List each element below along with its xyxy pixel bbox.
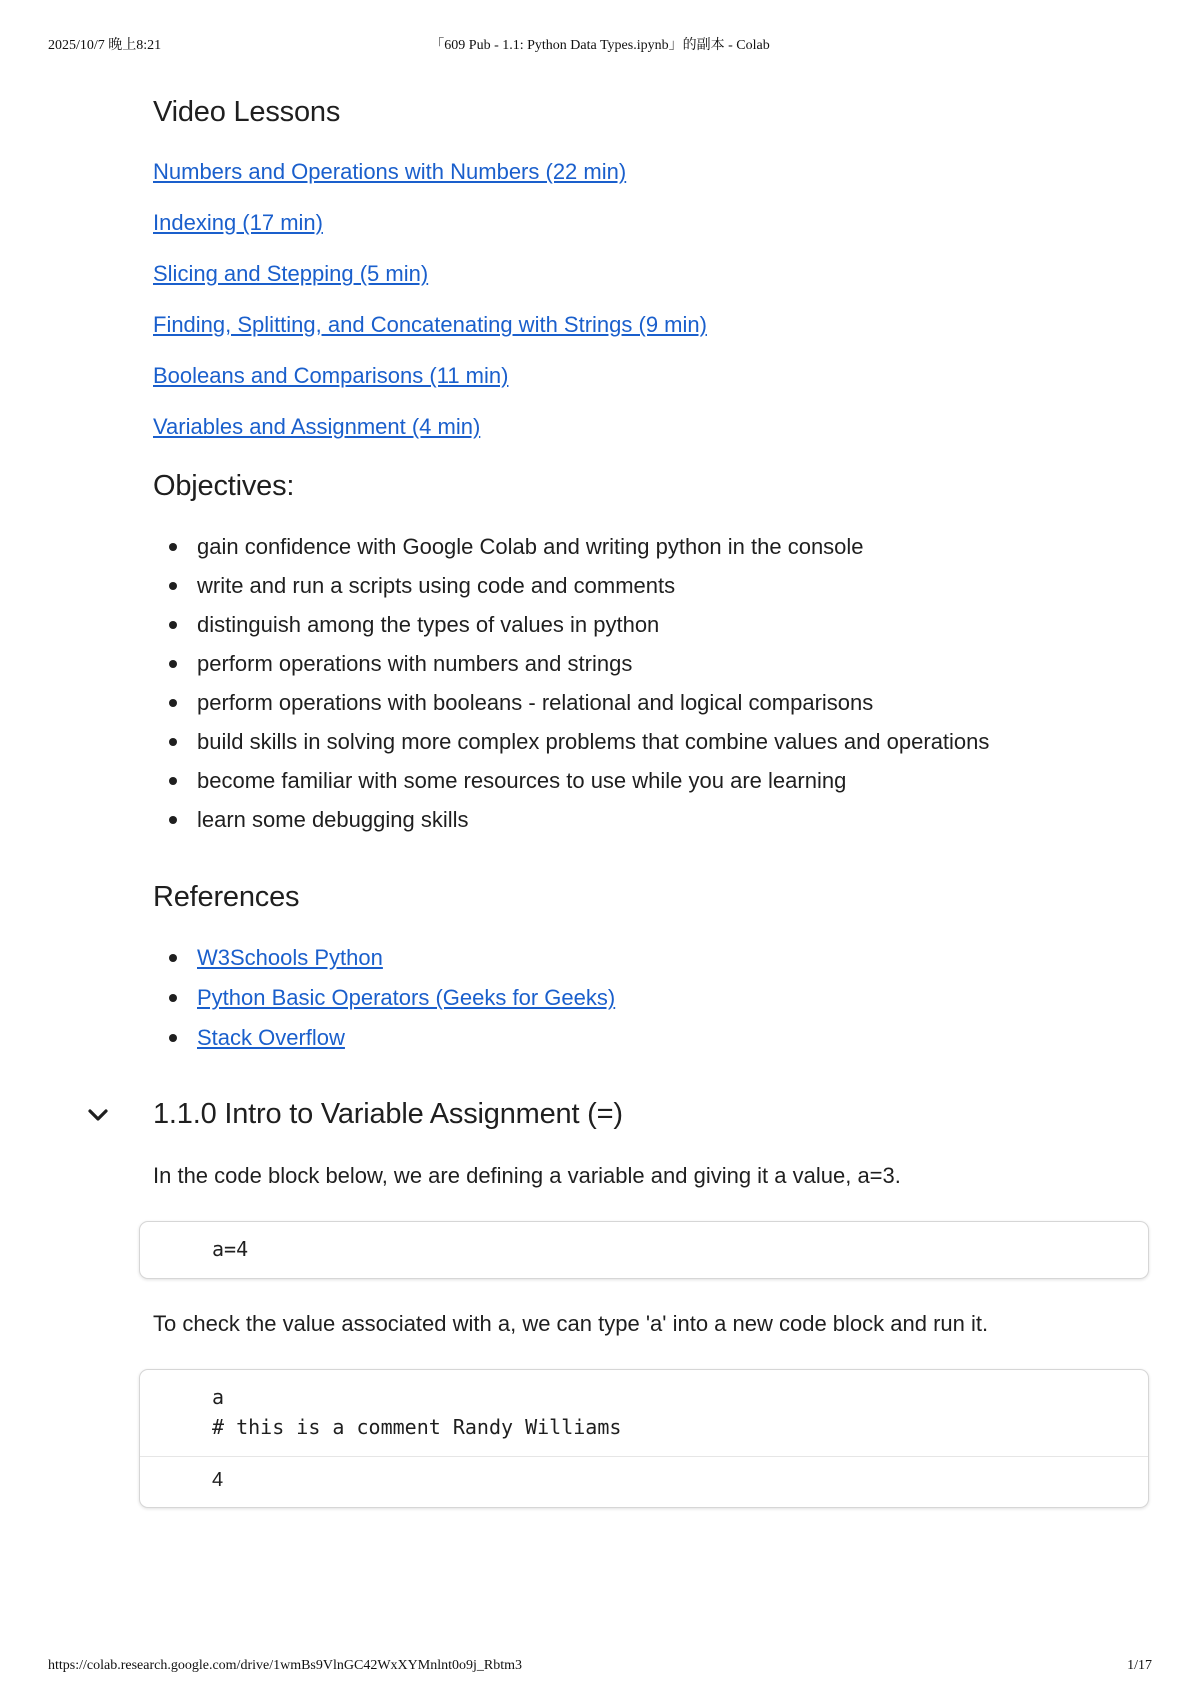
section-110-text-2: To check the value associated with a, we can type 'a' into a new code block and run it. [153, 1311, 989, 1336]
video-link-booleans[interactable]: Booleans and Comparisons (11 min) [153, 363, 509, 388]
code-cell-1[interactable] [139, 1221, 1149, 1279]
code-cell-1-input[interactable]: a=4 [212, 1237, 249, 1261]
reference-link-w3schools[interactable]: W3Schools Python [197, 945, 383, 970]
references-list [153, 938, 1143, 1058]
print-title: 「609 Pub - 1.1: Python Data Types.ipynb」的副本 - Colab [430, 38, 770, 53]
code-cell-2-input[interactable]: a # this is a comment Randy Williams [212, 1385, 622, 1439]
objective-item: perform operations with numbers and strings [197, 644, 1143, 683]
notebook-content [153, 96, 1143, 1508]
objective-item: learn some debugging skills [197, 800, 1143, 839]
objective-item: become familiar with some resources to use while you are learning [197, 761, 1143, 800]
code-cell-2[interactable] [139, 1369, 1149, 1508]
reference-item [197, 1018, 1143, 1058]
chevron-down-icon[interactable] [83, 1100, 113, 1130]
video-link-indexing[interactable]: Indexing (17 min) [153, 210, 323, 235]
objective-item: perform operations with booleans - relational and logical comparisons [197, 683, 1143, 722]
video-lessons-heading: Video Lessons [153, 96, 341, 128]
video-link-variables[interactable]: Variables and Assignment (4 min) [153, 414, 481, 439]
page-number: 1/17 [1127, 1658, 1152, 1673]
objective-item: build skills in solving more complex problems that combine values and operations [197, 722, 1143, 761]
section-110-header [153, 1098, 1143, 1131]
reference-link-stackoverflow[interactable]: Stack Overflow [197, 1025, 345, 1050]
section-110-heading: 1.1.0 Intro to Variable Assignment (=) [153, 1098, 623, 1130]
objectives-heading: Objectives: [153, 470, 295, 502]
reference-item [197, 978, 1143, 1018]
code-cell-2-output: 4 [140, 1456, 1148, 1507]
objective-item: write and run a scripts using code and comments [197, 566, 1143, 605]
section-110-text-1: In the code block below, we are defining a variable and giving it a value, a=3. [153, 1163, 901, 1188]
print-header [48, 34, 1152, 54]
objective-item: distinguish among the types of values in python [197, 605, 1143, 644]
print-date: 2025/10/7 晚上8:21 [48, 38, 162, 53]
print-url: https://colab.research.google.com/drive/1wmBs9VlnGC42WxXYMnlnt0o9j_Rbtm3 [48, 1658, 522, 1673]
video-lessons-list [153, 159, 1143, 440]
print-footer [48, 1658, 1152, 1678]
objective-item: gain confidence with Google Colab and writing python in the console [197, 527, 1143, 566]
video-link-strings[interactable]: Finding, Splitting, and Concatenating with Strings (9 min) [153, 312, 707, 337]
video-link-numbers[interactable]: Numbers and Operations with Numbers (22 min) [153, 159, 627, 184]
video-link-slicing[interactable]: Slicing and Stepping (5 min) [153, 261, 429, 286]
reference-item [197, 938, 1143, 978]
references-heading: References [153, 881, 300, 913]
objectives-list [153, 527, 1143, 839]
reference-link-geeks[interactable]: Python Basic Operators (Geeks for Geeks) [197, 985, 616, 1010]
